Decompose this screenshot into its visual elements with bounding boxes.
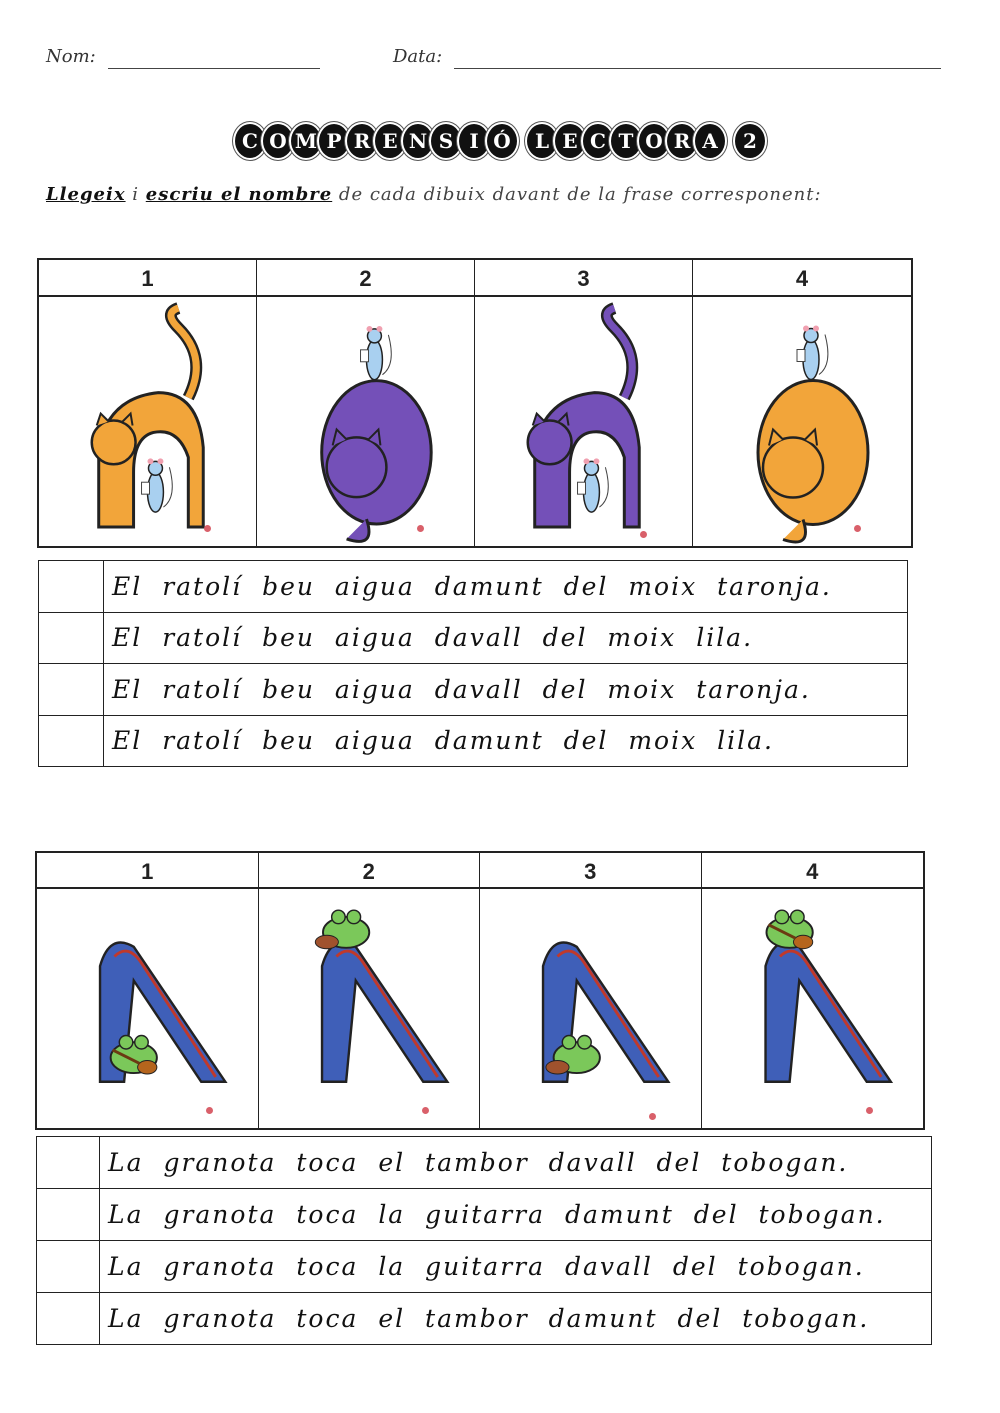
- exercise1-pictures: [37, 258, 913, 548]
- cat-icon: [92, 308, 203, 527]
- title-letter: L: [527, 124, 557, 158]
- sentence-text: La granota toca el tambor damunt del tobogan.: [108, 1304, 870, 1333]
- exercise1-sentences: [38, 560, 908, 767]
- answer-input[interactable]: [39, 613, 103, 664]
- drum-icon: [315, 935, 338, 948]
- drop-target-dot[interactable]: [422, 1107, 429, 1114]
- drum-icon: [546, 1061, 569, 1074]
- name-label: Nom:: [46, 46, 96, 67]
- drop-target-dot[interactable]: [204, 525, 211, 532]
- title-letter: A: [695, 124, 725, 158]
- picture-number: 4: [693, 260, 911, 297]
- picture-number: 3: [480, 853, 702, 889]
- drop-target-dot[interactable]: [854, 525, 861, 532]
- answer-cell[interactable]: [39, 613, 104, 664]
- picture-number: 1: [39, 260, 257, 297]
- picture-purple-cat-mouse-under: [475, 297, 693, 546]
- answer-input[interactable]: [39, 561, 103, 612]
- answer-input[interactable]: [39, 664, 103, 715]
- cat-icon: [322, 326, 431, 542]
- exercise2-sentences: [36, 1136, 932, 1345]
- answer-input[interactable]: [37, 1137, 99, 1188]
- sentence-row: [39, 716, 907, 767]
- picture-frog-drum-on-slide: [259, 889, 481, 1128]
- answer-input[interactable]: [37, 1189, 99, 1240]
- date-field[interactable]: [454, 68, 941, 69]
- picture-number: 1: [37, 853, 259, 889]
- picture-number: 2: [259, 853, 481, 889]
- picture-frog-guitar-under-slide: [37, 889, 259, 1128]
- drop-target-dot[interactable]: [417, 525, 424, 532]
- frog-icon: [766, 910, 812, 949]
- picture-number: 4: [702, 853, 924, 889]
- title-letter: M: [291, 124, 321, 158]
- sentence-text: El ratolí beu aigua damunt del moix taronja.: [112, 571, 832, 601]
- title-letter: P: [319, 124, 349, 158]
- cat-icon: [528, 308, 639, 527]
- picture-frog-drum-under-slide: [480, 889, 702, 1128]
- answer-input[interactable]: [37, 1241, 99, 1292]
- date-label: Data:: [393, 46, 443, 67]
- title-letter: I: [459, 124, 489, 158]
- instruction-write: escriu el nombre: [145, 184, 333, 205]
- answer-cell[interactable]: [37, 1189, 100, 1240]
- answer-input[interactable]: [39, 716, 103, 767]
- picture-orange-cat-mouse-on-top: [693, 297, 911, 546]
- page-title: [0, 114, 1000, 158]
- answer-cell[interactable]: [37, 1241, 100, 1292]
- title-letter: R: [347, 124, 377, 158]
- instruction-rest: de cada dibuix davant de la frase corresponent:: [332, 184, 822, 205]
- title-letter: S: [431, 124, 461, 158]
- mouse-icon: [797, 326, 828, 380]
- sentence-text: La granota toca la guitarra damunt del tobogan.: [108, 1200, 886, 1229]
- picture-purple-cat-mouse-on-top: [257, 297, 475, 546]
- title-letter: Ó: [487, 124, 517, 158]
- sentence-text: El ratolí beu aigua davall del moix lila.: [112, 623, 754, 653]
- exercise2-pictures: [35, 851, 925, 1130]
- title-letter: O: [639, 124, 669, 158]
- sentence-row: [39, 664, 907, 716]
- frog-icon: [315, 910, 369, 949]
- title-letter: T: [611, 124, 641, 158]
- instruction-and: i: [125, 184, 146, 205]
- sentence-text: La granota toca el tambor davall del tobogan.: [108, 1148, 849, 1177]
- drop-target-dot[interactable]: [206, 1107, 213, 1114]
- sentence-row: [39, 561, 907, 613]
- title-letter: R: [667, 124, 697, 158]
- title-letter: 2: [735, 124, 765, 158]
- answer-cell[interactable]: [37, 1293, 100, 1344]
- picture-number: 3: [475, 260, 693, 297]
- title-letter: E: [375, 124, 405, 158]
- sentence-row: [37, 1241, 931, 1293]
- slide-icon: [322, 942, 447, 1081]
- sentence-text: El ratolí beu aigua damunt del moix lila.: [112, 726, 774, 756]
- sentence-row: [37, 1189, 931, 1241]
- answer-cell[interactable]: [39, 716, 104, 767]
- picture-orange-cat-mouse-under: [39, 297, 257, 546]
- name-field[interactable]: [108, 68, 320, 69]
- answer-cell[interactable]: [39, 664, 104, 715]
- title-letter: C: [583, 124, 613, 158]
- mouse-icon: [142, 458, 173, 512]
- sentence-row: [37, 1137, 931, 1189]
- title-letter: O: [263, 124, 293, 158]
- mouse-icon: [361, 326, 392, 380]
- slide-icon: [765, 942, 890, 1081]
- title-letter: N: [403, 124, 433, 158]
- answer-input[interactable]: [37, 1293, 99, 1344]
- drop-target-dot[interactable]: [649, 1113, 656, 1120]
- instruction: [46, 184, 822, 205]
- picture-number: 2: [257, 260, 475, 297]
- instruction-read: Llegeix: [46, 184, 126, 205]
- answer-cell[interactable]: [37, 1137, 100, 1188]
- picture-frog-guitar-on-slide: [702, 889, 924, 1128]
- sentence-row: [37, 1293, 931, 1344]
- title-letter: C: [235, 124, 265, 158]
- answer-cell[interactable]: [39, 561, 104, 612]
- mouse-icon: [578, 458, 609, 512]
- sentence-text: El ratolí beu aigua davall del moix taronja.: [112, 674, 811, 704]
- drop-target-dot[interactable]: [866, 1107, 873, 1114]
- sentence-row: [39, 613, 907, 665]
- title-letter: E: [555, 124, 585, 158]
- cat-icon: [758, 326, 868, 543]
- sentence-text: La granota toca la guitarra davall del tobogan.: [108, 1252, 865, 1281]
- drop-target-dot[interactable]: [640, 531, 647, 538]
